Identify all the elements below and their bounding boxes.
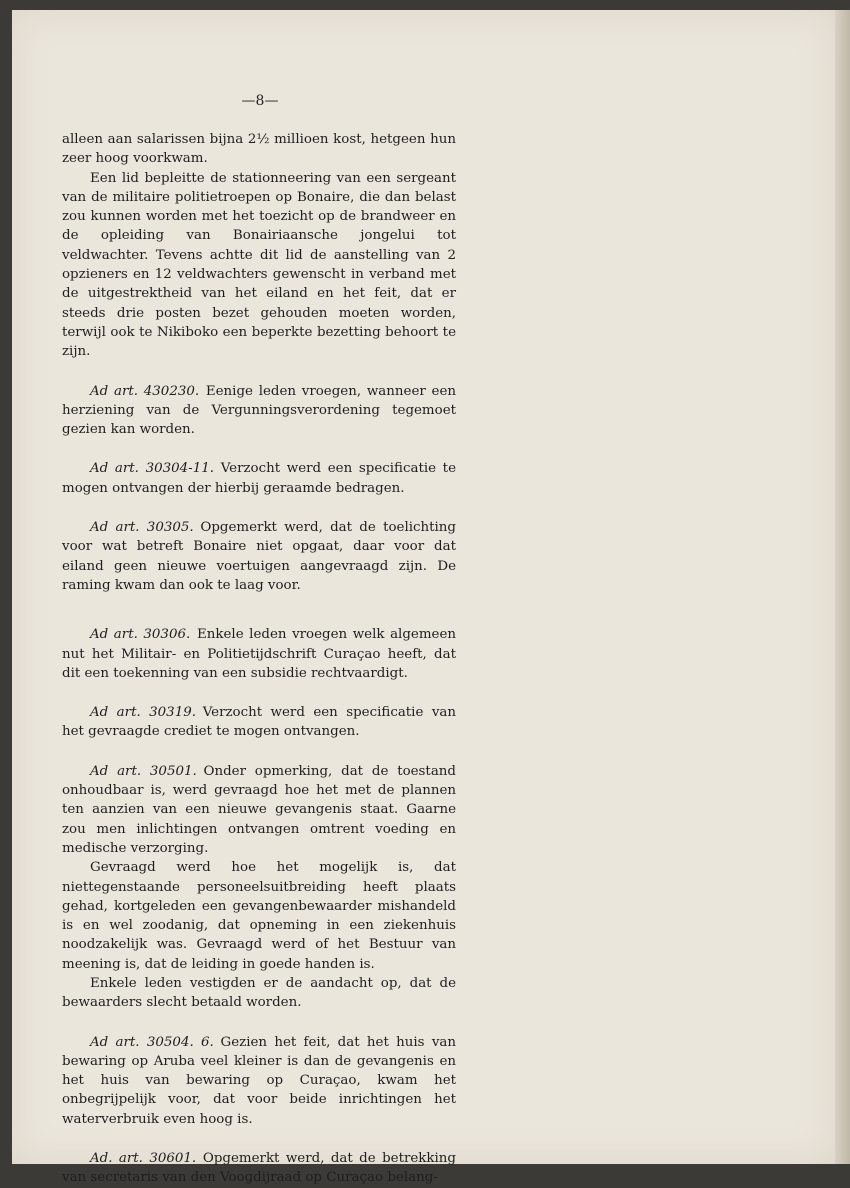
- paragraph-text: Gevraagd werd hoe het mogelijk is, dat niettegenstaande personeelsuitbreiding heeft plaats gehad, kortgeleden een gevangenbewaarder mishandeld is en wel zoodanig, dat opneming in een ziekenhuis noodzakelijk was. Gevraagd werd of het Bestuur van meening is, dat de leiding in goede handen is.: [62, 860, 456, 972]
- paragraph-p8: [62, 762, 456, 858]
- page-number: —8—: [241, 93, 279, 109]
- article-reference: Ad art. 30501.: [90, 763, 197, 779]
- article-reference: Ad art. 30304-11.: [90, 461, 214, 477]
- paragraph-text: Opgemerkt werd, dat de betrekking van secretaris van den Voogdijraad op Curaçao belang-: [62, 1151, 456, 1186]
- article-reference: Ad art. 430230.: [90, 383, 200, 399]
- paragraph-text: Verzocht werd een specificatie te mogen ontvangen der hierbij geraamde bedragen.: [62, 461, 456, 496]
- paragraph-text: Onder opmerking, dat de toestand onhoudbaar is, werd gevraagd hoe het met de plannen ten aanzien van een nieuwe gevangenis staat. Gaarne zou men inlichtingen ontvangen omtrent voeding en medische verzorging.: [62, 763, 456, 856]
- paragraph-p9: [62, 858, 456, 974]
- paragraph-p6: [62, 625, 456, 683]
- paragraph-p11: [62, 1033, 456, 1129]
- paragraph-text: Gezien het feit, dat het huis van bewaring op Aruba veel kleiner is dan de gevangenis en het huis van bewaring op Curaçao, kwam het onbegrijpelijk voor, dat voor beide inrichtingen het waterverbruik even hoog is.: [62, 1034, 457, 1127]
- paragraph-p12: [62, 1149, 456, 1188]
- document-body: [62, 130, 456, 1188]
- paragraph-text: Een lid bepleitte de stationneering van een sergeant van de militaire politietroepen op Bonaire, die dan belast zou kunnen worden met het toezicht op de brandweer en de opleiding van Bonairiaansche jongelui tot veldwachter. Tevens achtte dit lid de aanstelling van 2 opzieners en 12 veldwachters gewenscht in verband met de uitgestrektheid van het eiland en het feit, dat er steeds drie posten bezet gehouden moeten worden, terwijl ook te Nikiboko een beperkte bezetting behoort te zijn.: [62, 170, 456, 360]
- paragraph-p10: [62, 974, 456, 1013]
- article-reference: Ad art. 30319.: [90, 705, 196, 721]
- paragraph-text: Eenige leden vroegen, wanneer een herziening van de Vergunningsverordening tegemoet gezien kan worden.: [62, 383, 457, 438]
- paragraph-text: Verzocht werd een specificatie van het gevraagde crediet te mogen ontvangen.: [62, 705, 456, 740]
- paragraph-p3: [62, 382, 456, 440]
- article-reference: Ad. art. 30601.: [90, 1151, 197, 1167]
- paragraph-text: Enkele leden vestigden er de aandacht op, dat de bewaarders slecht betaald worden.: [62, 975, 456, 1011]
- paragraph-p4: [62, 459, 456, 498]
- article-reference: Ad art. 30306.: [90, 627, 191, 643]
- paragraph-p1: [62, 130, 456, 169]
- paragraph-text: Opgemerkt werd, dat de toelichting voor wat betreft Bonaire niet opgaat, daar voor dat eiland geen nieuwe voertuigen aangevraagd zijn. De raming kwam dan ook te laag voor.: [62, 520, 456, 593]
- paragraph-p2: [62, 169, 456, 362]
- paragraph-p7: [62, 703, 456, 742]
- article-reference: Ad art. 30305.: [90, 520, 194, 536]
- next-page-edge: [835, 10, 850, 1164]
- paragraph-text: alleen aan salarissen bijna 2½ millioen kost, hetgeen hun zeer hoog voorkwam.: [62, 132, 456, 167]
- paragraph-p5: [62, 518, 456, 595]
- paragraph-text: Enkele leden vroegen welk algemeen nut het Militair- en Politietijdschrift Curaçao heeft, dat dit een toekenning van een subsidie rechtvaardigt.: [62, 627, 456, 681]
- article-reference: Ad art. 30504. 6.: [90, 1034, 214, 1050]
